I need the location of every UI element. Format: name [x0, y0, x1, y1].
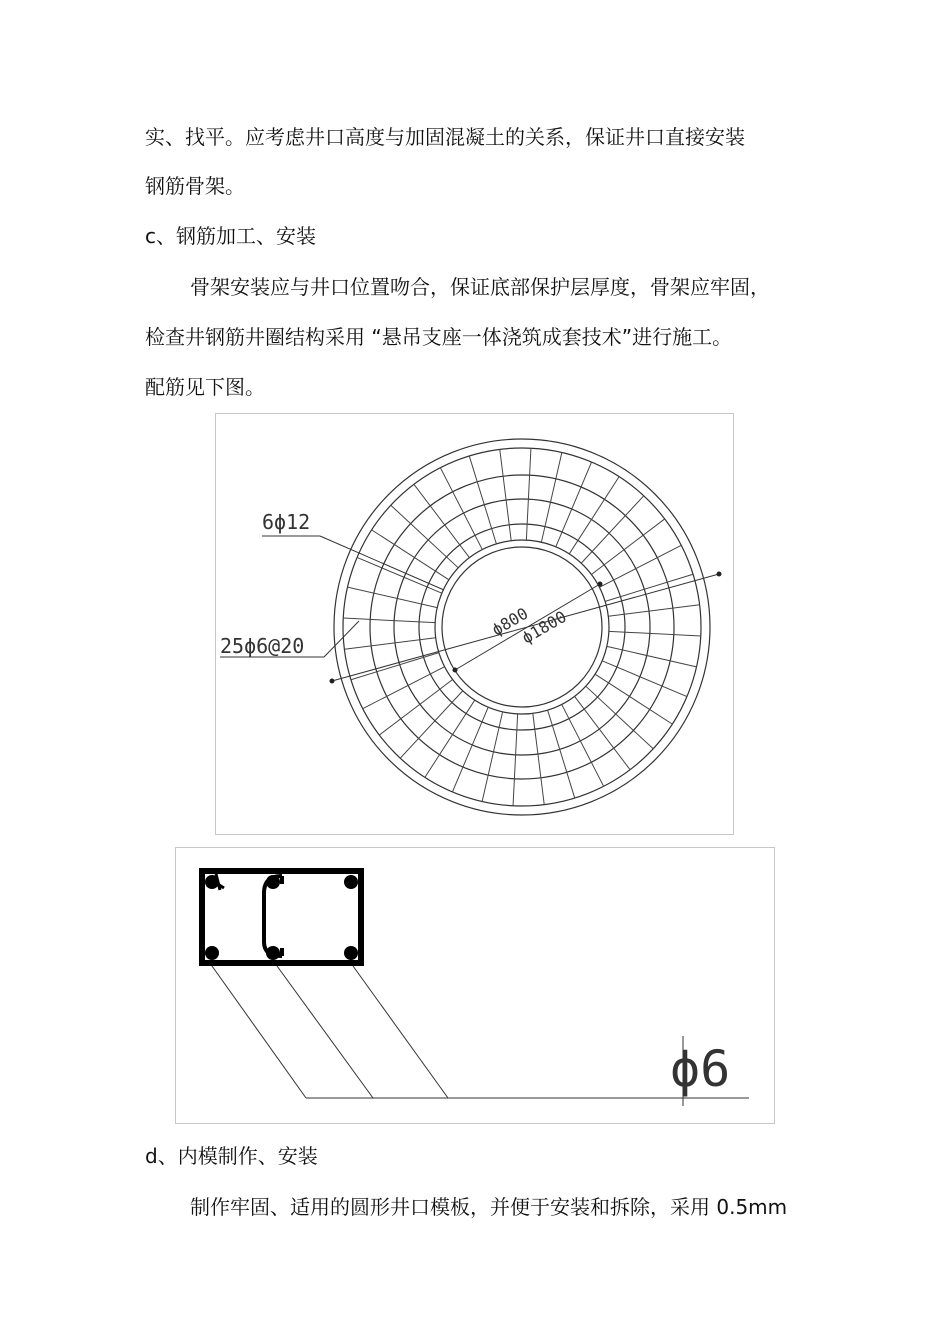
- outer-ring-outer-circle: [334, 439, 710, 815]
- text-line-1: 实、找平。应考虑井口高度与加固混凝土的关系，保证井口直接安装: [145, 125, 745, 149]
- stirrup-line: [526, 448, 531, 540]
- stirrup-line: [500, 449, 511, 540]
- text-line-5: 配筋见下图。: [145, 375, 265, 399]
- stirrup-line: [344, 638, 435, 649]
- stirrup-line: [363, 667, 445, 709]
- inner-diameter-label: ϕ800: [488, 603, 532, 640]
- section-heading-d: d、内模制作、安装: [145, 1144, 318, 1168]
- stirrup-line: [400, 691, 463, 758]
- stirrup-line: [581, 496, 644, 563]
- stirrup-line: [599, 545, 681, 587]
- stirrup-label: 25ϕ6@20: [220, 634, 305, 658]
- stirrup-line: [608, 605, 699, 616]
- stirrup-line: [569, 477, 619, 554]
- ring-bar-circle-1: [370, 475, 674, 779]
- stirrup-line: [469, 456, 496, 544]
- stirrup-line: [595, 674, 672, 724]
- inner-ring-outer-circle: [435, 540, 609, 714]
- outer-ring-inner-circle: [343, 448, 701, 806]
- ring-bar-circle-3: [419, 524, 625, 730]
- stirrup-line: [548, 710, 575, 798]
- ring-section-detail-drawing: [176, 848, 774, 1123]
- stirrup-line: [391, 505, 458, 568]
- inner-ring-inner-circle: [442, 547, 602, 707]
- text-line-3: 骨架安装应与井口位置吻合，保证底部保护层厚度，骨架应牢固，: [190, 275, 770, 299]
- radial-stirrups: [343, 448, 701, 806]
- leader-lines: [212, 966, 749, 1106]
- stirrup-line: [533, 713, 544, 804]
- stirrup-line: [586, 686, 653, 749]
- stirrup-line: [343, 618, 435, 623]
- text-line-4: 检查井钢筋井圈结构采用 “悬吊支座一体浇筑成套技术”进行施工。: [145, 325, 733, 349]
- stirrup-line: [602, 661, 687, 697]
- stirrup-leader: [324, 621, 359, 657]
- stirrup-line: [440, 468, 482, 550]
- stirrup-line: [425, 700, 475, 777]
- outer-diameter-label: ϕ1800: [518, 606, 570, 648]
- stirrup-line: [609, 631, 701, 636]
- stirrup-line: [372, 530, 449, 580]
- ring-section-detail-figure: [175, 847, 775, 1124]
- stirrup-line: [452, 707, 488, 792]
- stirrup-line: [351, 653, 439, 680]
- well-ring-plan-drawing: [216, 414, 733, 834]
- stirrup-line: [556, 462, 592, 547]
- section-heading-c: c、钢筋加工、安装: [145, 224, 316, 248]
- stirrup-line: [605, 574, 693, 601]
- ring-bar-label: 6ϕ12: [262, 510, 311, 534]
- ring-bar-leader: [320, 536, 444, 590]
- ring-bar-circle-2: [394, 499, 650, 755]
- stirrup-line: [562, 704, 604, 786]
- longitudinal-bars: [205, 875, 358, 960]
- text-line-2: 钢筋骨架。: [145, 174, 245, 198]
- well-ring-plan-figure: [215, 413, 734, 835]
- text-line-6: 制作牢固、适用的圆形井口模板，并便于安装和拆除，采用 0.5mm: [190, 1195, 788, 1219]
- stirrup-line: [513, 714, 518, 806]
- bar-size-label: ϕ6: [670, 1040, 731, 1098]
- stirrup-line: [357, 557, 442, 593]
